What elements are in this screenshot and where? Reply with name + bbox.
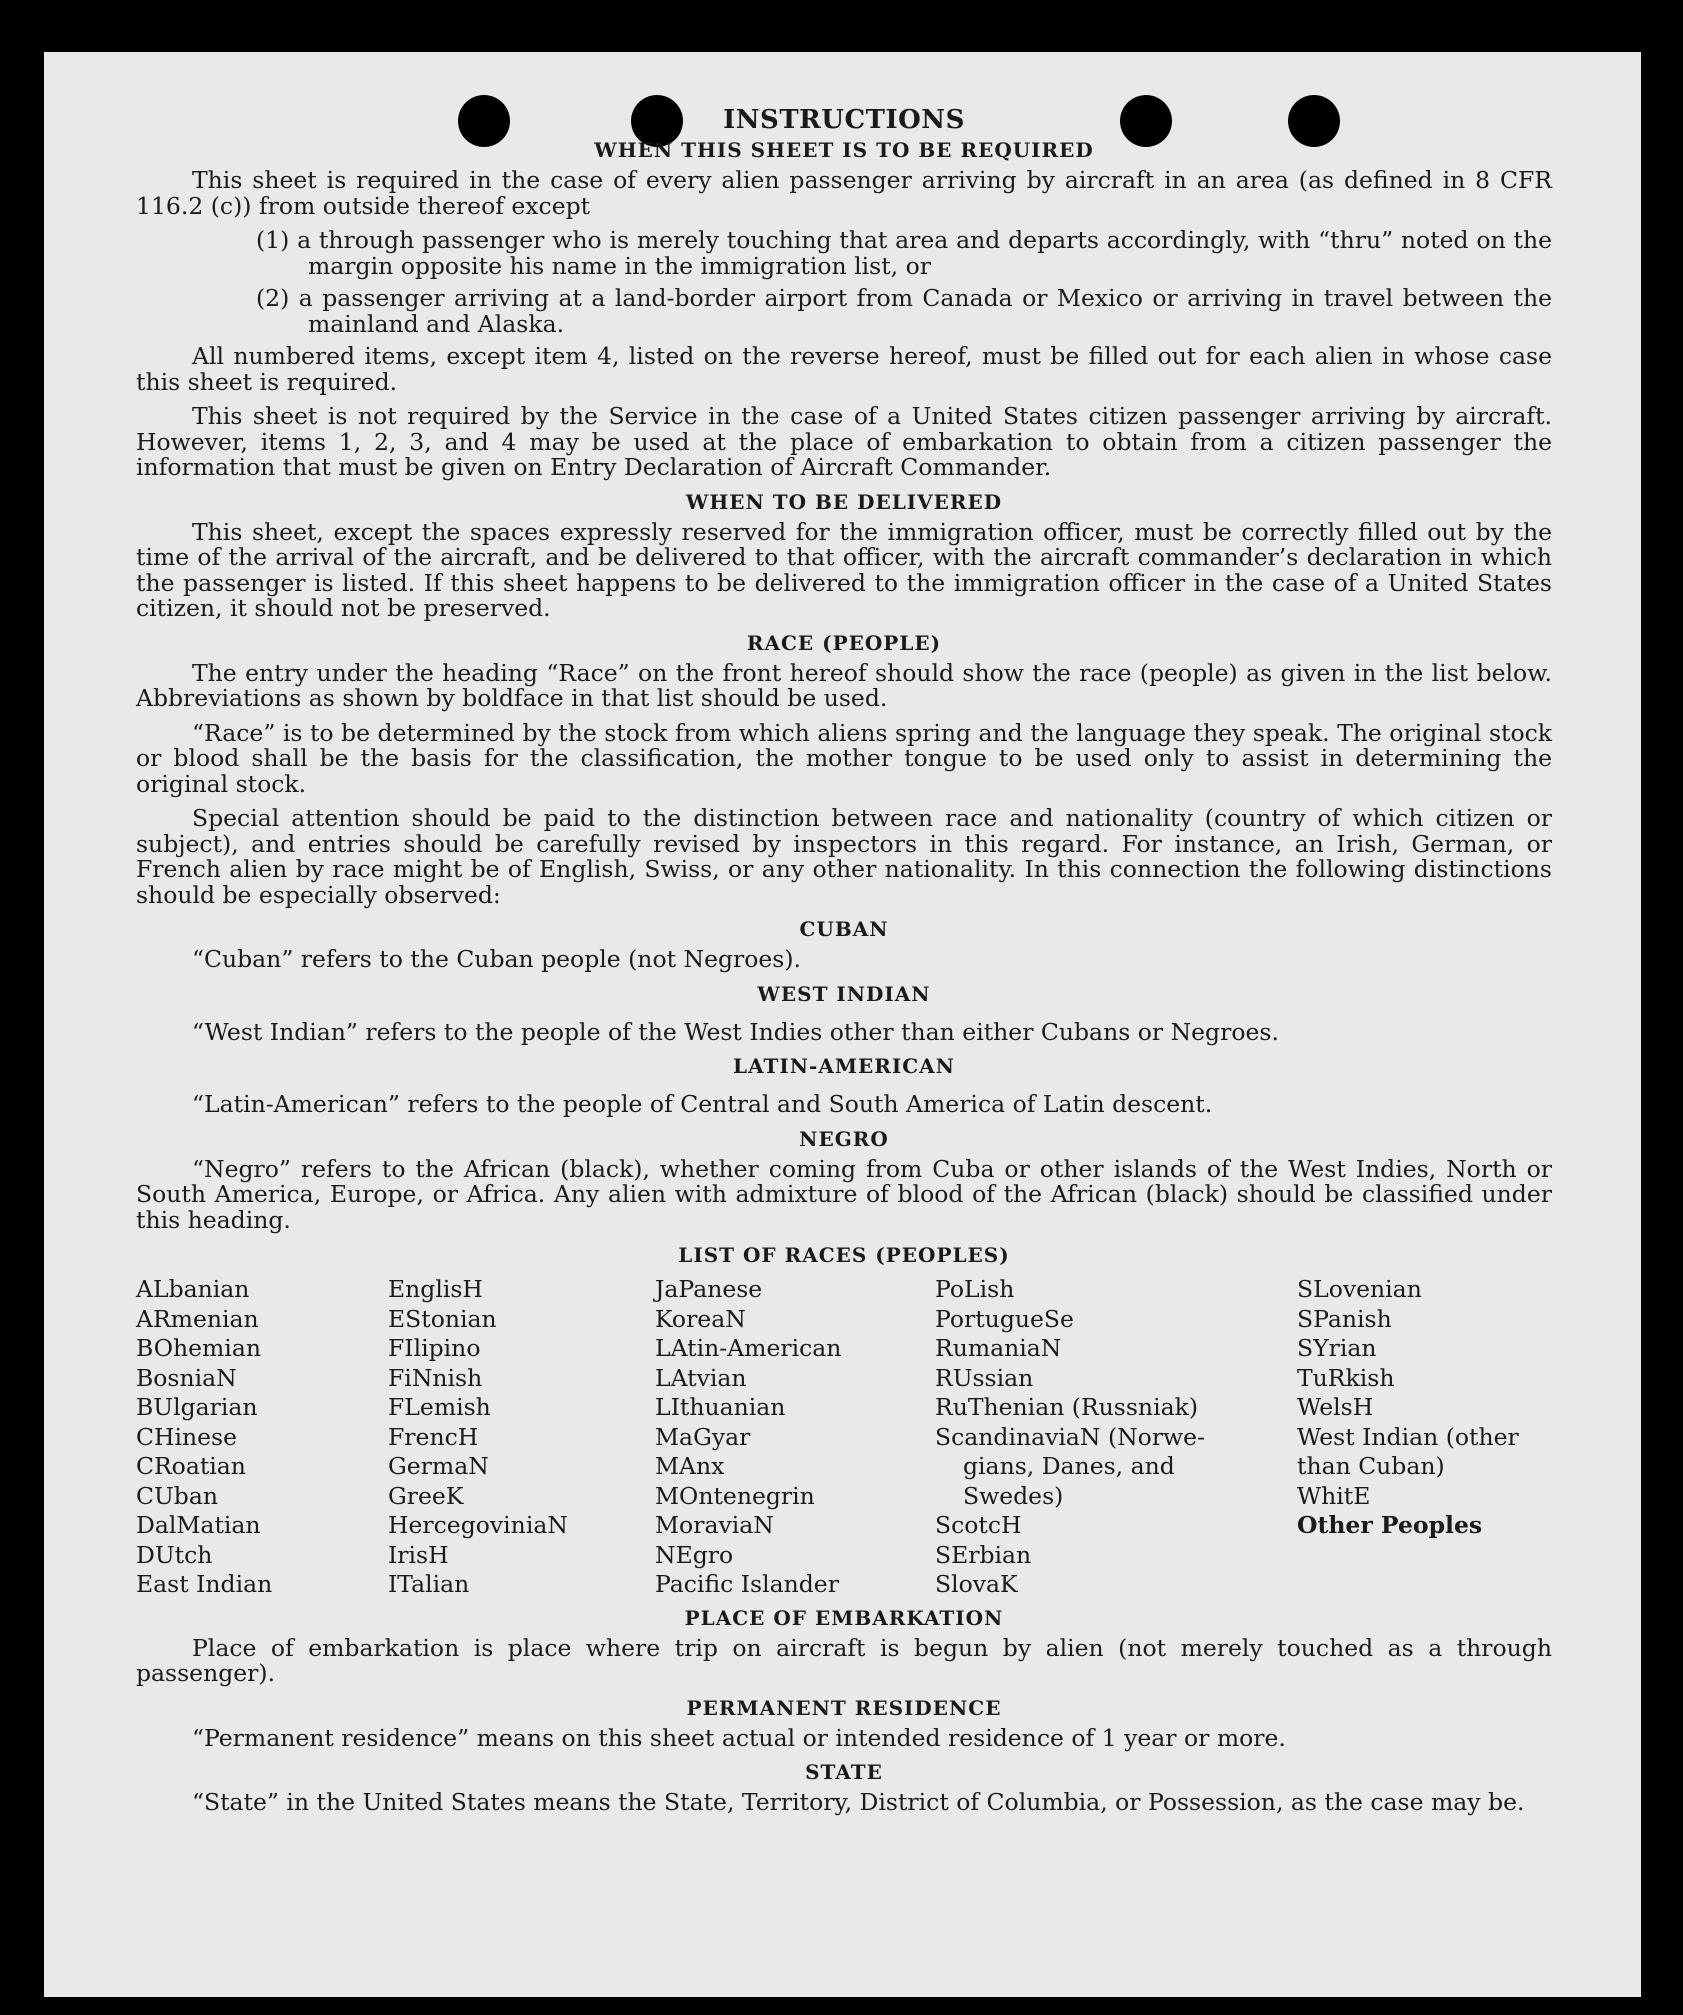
- race-item: RumaniaN: [935, 1334, 1062, 1362]
- race-item: EStonian: [388, 1304, 497, 1333]
- document-page: [44, 52, 1641, 1997]
- heading-delivered: WHEN TO BE DELIVERED: [685, 489, 1003, 514]
- race-item: SLovenian: [1297, 1275, 1422, 1303]
- paragraph-cuban: “Cuban” refers to the Cuban people (not Negroes).: [192, 945, 802, 973]
- heading-west-indian: WEST INDIAN: [757, 981, 931, 1006]
- race-item: CHinese: [136, 1422, 237, 1451]
- race-item: FrencH: [388, 1422, 479, 1451]
- heading-latin-american: LATIN-AMERICAN: [733, 1054, 955, 1078]
- race-item: SPanish: [1297, 1304, 1392, 1333]
- race-item: RUssian: [935, 1363, 1034, 1392]
- race-item: JaPanese: [655, 1275, 763, 1303]
- race-item: Pacific Islander: [655, 1570, 839, 1598]
- exception-item-2: (2) a passenger arriving at a land-border airport from Canada or Mexico or arriving in travel between the mainland and Alaska.: [256, 284, 1552, 338]
- race-item: LIthuanian: [655, 1393, 786, 1421]
- race-item: RuThenian (Russniak): [935, 1393, 1198, 1421]
- race-item: CRoatian: [136, 1452, 246, 1480]
- race-item: MoraviaN: [655, 1511, 774, 1539]
- race-item: FLemish: [388, 1393, 491, 1421]
- race-item: BosniaN: [136, 1363, 237, 1392]
- race-item: IrisH: [388, 1540, 449, 1569]
- race-item: ALbanian: [136, 1275, 250, 1303]
- race-item: NEgro: [655, 1540, 734, 1569]
- race-item: GermaN: [388, 1452, 489, 1480]
- page-title: INSTRUCTIONS: [723, 105, 965, 135]
- race-item: BOhemian: [136, 1334, 261, 1362]
- race-item: KoreaN: [655, 1304, 746, 1333]
- paragraph-negro: “Negro” refers to the African (black), whether coming from Cuba or other islands of the West Indies, North or South America, Europe, or Africa. Any alien with admixture of blood of the African (black) should be classified under this heading.: [136, 1154, 1552, 1234]
- heading-required: WHEN THIS SHEET IS TO BE REQUIRED: [594, 138, 1094, 162]
- race-item-continued: than Cuban): [1297, 1452, 1445, 1480]
- races-list: [136, 1275, 1552, 1600]
- paragraph-required-intro: This sheet is required in the case of every alien passenger arriving by aircraft in an area (as defined in 8 CFR 116.2 (c)) from outside thereof except: [136, 166, 1552, 220]
- race-item: ScandinaviaN (Norwe-: [935, 1422, 1206, 1451]
- paragraph-west-indian: “West Indian” refers to the people of the West Indies other than either Cubans or Negroes.: [192, 1017, 1279, 1046]
- paragraph-numbered-items: All numbered items, except item 4, listed on the reverse hereof, must be filled out for each alien in whose case this sheet is required.: [136, 342, 1552, 396]
- heading-cuban: CUBAN: [799, 917, 889, 941]
- race-item: West Indian (other: [1297, 1422, 1519, 1451]
- paragraph-race-1: The entry under the heading “Race” on the front hereof should show the race (people) as given in the list below. Abbreviations as shown by boldface in that list should be used.: [136, 658, 1552, 712]
- races-column-3: [655, 1275, 935, 1600]
- heading-list-of-races: LIST OF RACES (PEOPLES): [678, 1243, 1010, 1267]
- races-column-1: [136, 1275, 388, 1600]
- race-item: TuRkish: [1297, 1363, 1395, 1392]
- paragraph-citizen-passenger: This sheet is not required by the Service in the case of a United States citizen passenger arriving by aircraft. However, items 1, 2, 3, and 4 may be used at the place of embarkation to obtain from a citizen passenger the information that must be given on Entry Declaration of Aircraft Commander.: [136, 402, 1552, 481]
- race-item: HercegoviniaN: [388, 1511, 568, 1539]
- race-item: WelsH: [1297, 1393, 1374, 1421]
- race-item: MAnx: [655, 1452, 725, 1480]
- race-item: LAtin-American: [655, 1334, 842, 1362]
- heading-embarkation: PLACE OF EMBARKATION: [684, 1605, 1004, 1630]
- race-item: SErbian: [935, 1540, 1032, 1569]
- paragraph-race-2: “Race” is to be determined by the stock from which aliens spring and the language they speak. The original stock or blood shall be the basis for the classification, the mother tongue to be used only to assist in determining the original stock.: [136, 718, 1552, 798]
- race-item: East Indian: [136, 1570, 273, 1598]
- race-item: FiNnish: [388, 1363, 483, 1392]
- race-item: PoLish: [935, 1275, 1015, 1303]
- race-item: MOntenegrin: [655, 1481, 815, 1510]
- race-item: FIlipino: [388, 1334, 481, 1362]
- race-item: BUlgarian: [136, 1393, 258, 1421]
- paragraph-permanent-residence: “Permanent residence” means on this sheet actual or intended residence of 1 year or more.: [192, 1723, 1286, 1752]
- race-item: EnglisH: [388, 1275, 483, 1303]
- race-item: ARmenian: [136, 1304, 259, 1333]
- races-column-5: [1297, 1275, 1552, 1600]
- heading-state: STATE: [805, 1760, 883, 1784]
- race-item: SlovaK: [935, 1570, 1018, 1598]
- races-column-2: [388, 1275, 655, 1600]
- races-column-4: [935, 1275, 1297, 1600]
- paragraph-embarkation: Place of embarkation is place where trip on aircraft is begun by alien (not merely touched as a through passenger).: [136, 1633, 1552, 1687]
- instructions-document: [136, 104, 1552, 1825]
- heading-negro: NEGRO: [799, 1126, 889, 1151]
- heading-race: RACE (PEOPLE): [746, 630, 942, 655]
- race-item: PortugueSe: [935, 1304, 1074, 1333]
- paragraph-delivered: This sheet, except the spaces expressly reserved for the immigration officer, must be correctly filled out by the time of the arrival of the aircraft, and be delivered to that officer, with the aircraft commander’s declaration in which the passenger is listed. If this sheet happens to be delivered to the immigration officer in the case of a United States citizen, it should not be preserved.: [136, 517, 1552, 622]
- paragraph-state: “State” in the United States means the State, Territory, District of Columbia, or Possession, as the case may be.: [192, 1788, 1525, 1816]
- race-item: ScotcH: [935, 1511, 1022, 1539]
- race-item-continued: Swedes): [963, 1481, 1064, 1510]
- exception-item-1: (1) a through passenger who is merely touching that area and departs accordingly, with “thru” noted on the margin opposite his name in the immigration list, or: [256, 226, 1552, 280]
- race-item: ITalian: [388, 1570, 470, 1598]
- race-item-continued: gians, Danes, and: [963, 1452, 1175, 1480]
- race-item: WhitE: [1297, 1481, 1371, 1510]
- race-item: DalMatian: [136, 1511, 261, 1539]
- race-item: CUban: [136, 1481, 218, 1510]
- paragraph-latin-american: “Latin-American” refers to the people of Central and South America of Latin descent.: [192, 1090, 1213, 1118]
- race-item: Other Peoples: [1297, 1511, 1483, 1539]
- race-item: GreeK: [388, 1481, 464, 1510]
- race-item: MaGyar: [655, 1422, 751, 1451]
- race-item: SYrian: [1297, 1334, 1377, 1362]
- heading-permanent-residence: PERMANENT RESIDENCE: [686, 1695, 1002, 1720]
- paragraph-race-3: Special attention should be paid to the distinction between race and nationality (country of which citizen or subject), and entries should be carefully revised by inspectors in this regard. For instance, an Irish, German, or French alien by race might be of English, Swiss, or any other nationality. In this connection the following distinctions should be especially observed:: [136, 804, 1552, 909]
- race-item: DUtch: [136, 1540, 213, 1569]
- race-item: LAtvian: [655, 1363, 747, 1392]
